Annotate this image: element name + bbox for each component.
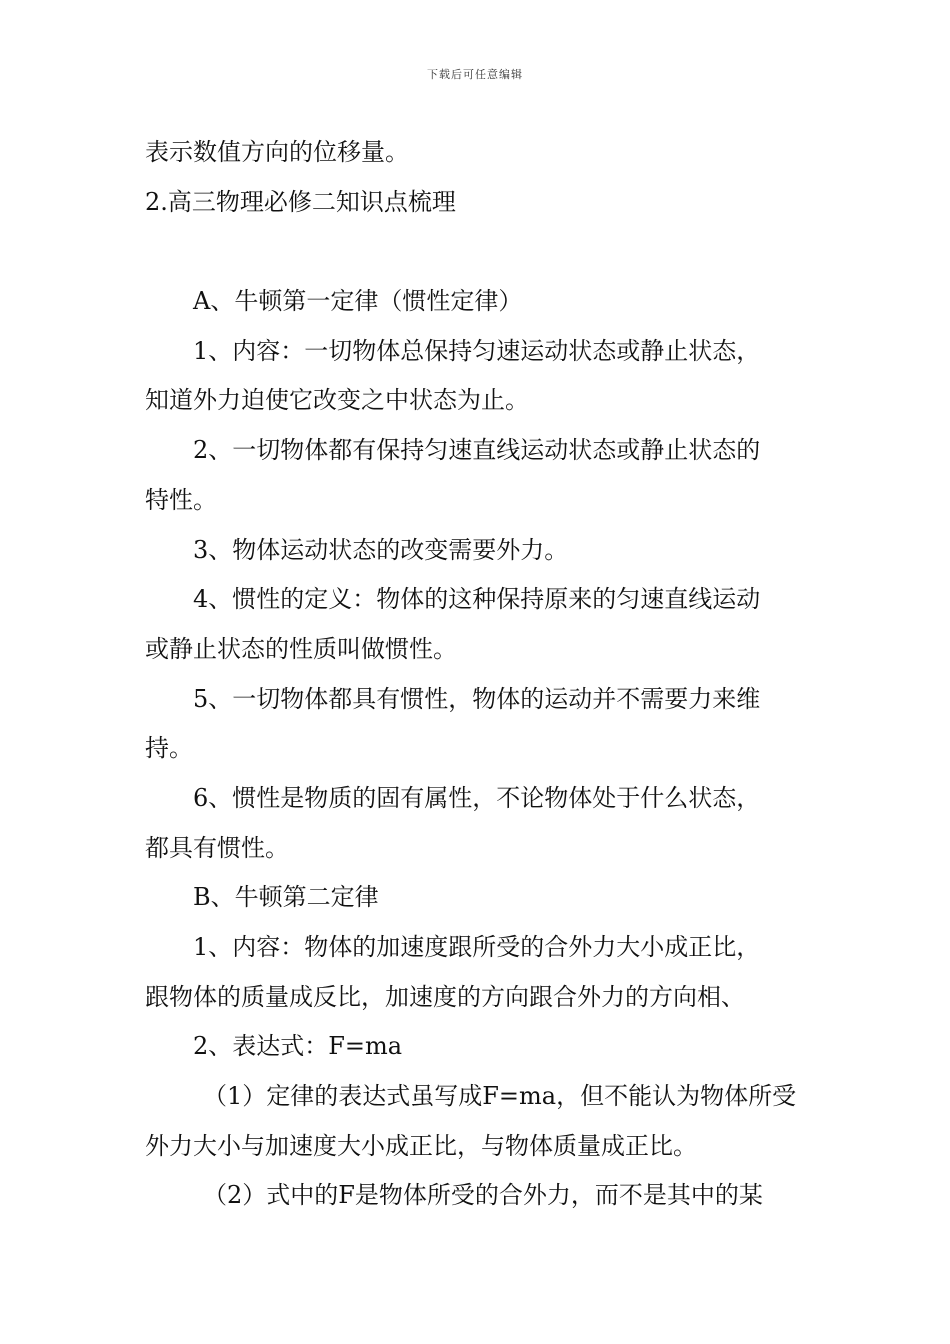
text-line: 都具有惯性。 (145, 833, 289, 862)
text-line: 知道外力迫使它改变之中状态为止。 (145, 386, 529, 415)
text-line: 或静止状态的性质叫做惯性。 (145, 634, 457, 663)
text-line: 2、表达式：F=ma (193, 1032, 403, 1061)
text-line: 1、内容：物体的加速度跟所受的合外力大小成正比， (193, 933, 761, 961)
text-line: 表示数值方向的位移量。 (145, 138, 409, 166)
section-heading: 2.高三物理必修二知识点梳理 (145, 187, 456, 216)
text-line: 5、一切物体都具有惯性，物体的运动并不需要力来维 (193, 684, 761, 713)
text-line: 跟物体的质量成反比，加速度的方向跟合外力的方向相、 (145, 982, 745, 1011)
text-line: 1、内容：一切物体总保持匀速运动状态或静止状态， (193, 336, 761, 365)
document-body (145, 128, 810, 1221)
text-line: 2、一切物体都有保持匀速直线运动状态或静止状态的 (193, 436, 761, 465)
text-line: 外力大小与加速度大小成正比，与物体质量成正比。 (145, 1131, 697, 1160)
text-line: 3、物体运动状态的改变需要外力。 (193, 535, 569, 564)
text-line: 6、惯性是物质的固有属性，不论物体处于什么状态， (193, 783, 761, 812)
text-line: （1）定律的表达式虽写成F=ma，但不能认为物体所受 (203, 1082, 797, 1111)
blank-line (145, 227, 810, 277)
subsection-heading: B、牛顿第二定律 (193, 883, 379, 912)
page-header: 下载后可任意编辑 (427, 68, 523, 81)
text-line: 持。 (145, 734, 193, 763)
text-line: （2）式中的F是物体所受的合外力，而不是其中的某 (203, 1181, 763, 1210)
subsection-heading: A、牛顿第一定律（惯性定律） (193, 287, 523, 316)
text-line: 4、惯性的定义：物体的这种保持原来的匀速直线运动 (193, 585, 761, 614)
text-line: 特性。 (145, 485, 217, 514)
